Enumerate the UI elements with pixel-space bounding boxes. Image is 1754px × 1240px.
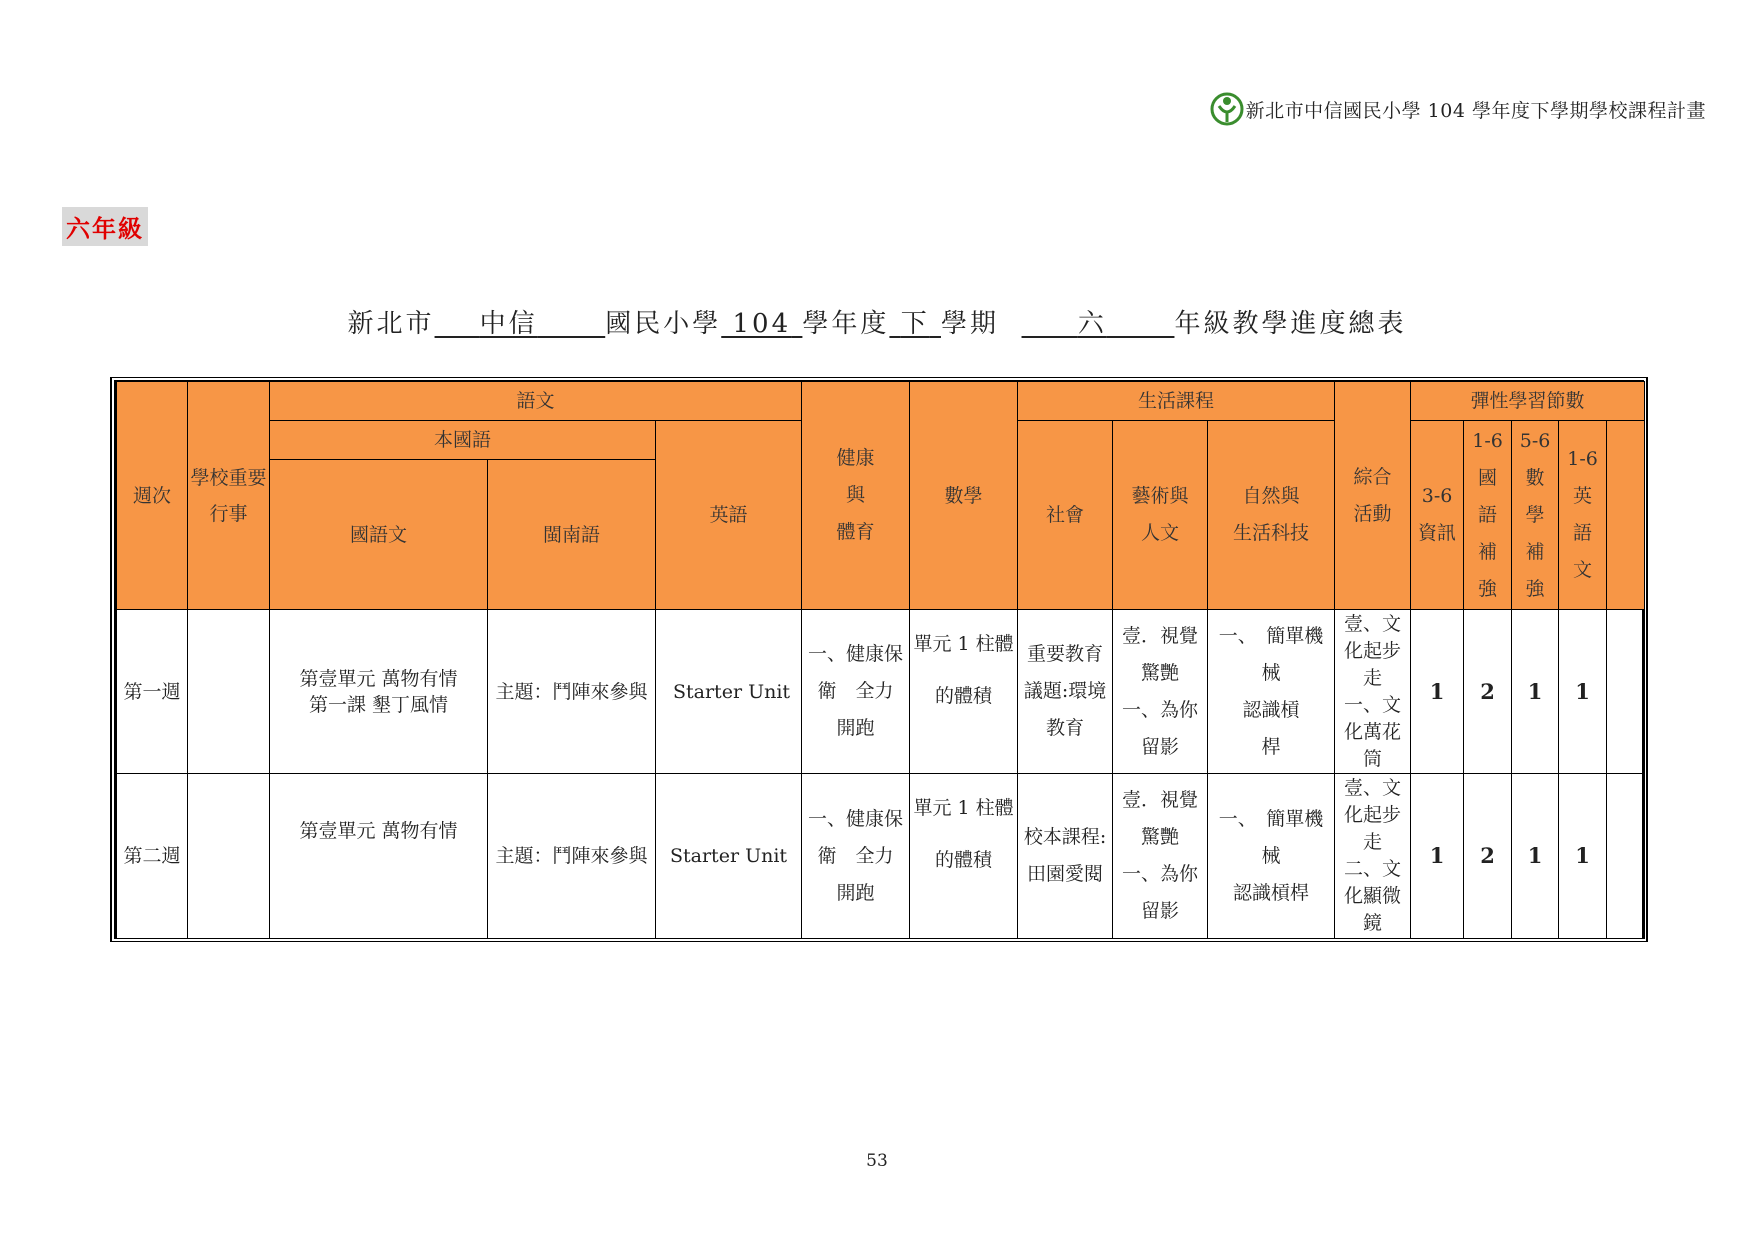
- header-integrated: [1335, 382, 1411, 610]
- row-flex-extra: [1607, 610, 1645, 774]
- header-flex-line: 英: [1573, 485, 1593, 507]
- header-flex-english: [1559, 421, 1607, 610]
- row-integrated: [1335, 774, 1411, 939]
- cell-line: 的體積: [935, 849, 993, 871]
- row-flex-it: 1: [1411, 610, 1464, 774]
- row-flex-mandarin: 2: [1464, 774, 1512, 939]
- cell-line: 單元 1 柱體: [913, 633, 1014, 655]
- cell-line: 械: [1261, 844, 1281, 867]
- title-school: 中信: [479, 309, 538, 339]
- header-arts-line: 藝術與: [1131, 485, 1189, 507]
- title-tail: 年級教學進度總表: [1174, 309, 1407, 339]
- row-science: [1208, 610, 1335, 774]
- row-health: [802, 610, 910, 774]
- cell-line: 壹、文: [1344, 777, 1402, 799]
- page-number: 53: [866, 1151, 888, 1171]
- header-flex-line: 國: [1478, 466, 1498, 489]
- cell-line: 走: [1363, 666, 1383, 689]
- row-math: [910, 774, 1018, 939]
- cell-line: 化起步: [1344, 804, 1402, 826]
- cell-line: 一、健康保: [808, 643, 904, 665]
- row-week: 第二週: [117, 774, 188, 939]
- table-row: [117, 610, 1645, 774]
- school-logo-icon: [1210, 92, 1244, 126]
- header-social: 社會: [1018, 421, 1113, 610]
- cell-line: 第壹單元 萬物有情: [299, 667, 458, 690]
- row-flex-math: 1: [1512, 774, 1559, 939]
- header-week: 週次: [117, 382, 188, 610]
- header-flex-line: 補: [1478, 540, 1498, 563]
- cell-line: 化起步: [1344, 639, 1402, 662]
- header-english: 英語: [656, 421, 802, 610]
- cell-line: 校本課程:: [1023, 826, 1107, 848]
- header-flex-line: 數: [1525, 466, 1545, 489]
- title-year-suffix: 學年度: [802, 309, 890, 339]
- header-text: 新北市中信國民小學 104 學年度下學期學校課程計畫: [1245, 99, 1706, 122]
- title-term-suffix: 學期: [940, 309, 999, 339]
- cell-line: 開跑: [836, 881, 875, 904]
- page-header: [1210, 92, 1706, 126]
- cell-line: 桿: [1261, 735, 1281, 758]
- row-science: [1208, 774, 1335, 939]
- row-arts: [1113, 774, 1208, 939]
- row-minnan: 主題：鬥陣來參與: [488, 610, 656, 774]
- title-term: 下: [900, 309, 930, 339]
- cell-line: 田園愛閱: [1027, 863, 1104, 885]
- document-title: [0, 303, 1754, 340]
- row-social: [1018, 610, 1113, 774]
- header-flex-math: [1512, 421, 1559, 610]
- cell-line: 一、 簡單機: [1218, 807, 1324, 830]
- row-mandarin: [270, 610, 488, 774]
- cell-line: 教育: [1046, 717, 1085, 739]
- header-flex-line: 1-6: [1567, 448, 1598, 470]
- cell-line: 械: [1261, 661, 1281, 684]
- cell-line: 二、文: [1344, 858, 1402, 880]
- header-flex-line: 語: [1478, 503, 1498, 526]
- cell-line: 走: [1363, 831, 1383, 853]
- header-arts-line: 人文: [1141, 522, 1180, 544]
- cell-line: 驚艷: [1141, 826, 1180, 848]
- header-health-line: 健康: [836, 447, 875, 469]
- cell-line: 化萬花: [1344, 720, 1402, 743]
- row-flex-extra: [1607, 774, 1645, 939]
- row-events: [188, 774, 270, 939]
- row-week: 第一週: [117, 610, 188, 774]
- cell-line: 一、為你: [1122, 698, 1199, 721]
- row-flex-english: 1: [1559, 610, 1607, 774]
- header-health-line: 與: [846, 484, 866, 506]
- cell-line: 壹．視覺: [1122, 624, 1199, 647]
- header-math: 數學: [910, 382, 1018, 610]
- header-flex-line: 3-6: [1421, 485, 1453, 507]
- header-flex-line: 學: [1525, 503, 1545, 526]
- cell-line: 衛 全力: [817, 680, 894, 702]
- cell-line: 衛 全力: [817, 844, 894, 867]
- header-flex-line: 文: [1573, 559, 1593, 581]
- cell-line: 單元 1 柱體: [913, 797, 1014, 819]
- cell-line: 筒: [1363, 747, 1383, 770]
- row-social: [1018, 774, 1113, 939]
- cell-line: 一、 簡單機: [1218, 624, 1324, 647]
- header-flex-line: 語: [1573, 522, 1593, 544]
- header-flex-line: 資訊: [1418, 522, 1457, 544]
- cell-line: 留影: [1141, 735, 1180, 758]
- table-row: [117, 774, 1645, 939]
- cell-line: 壹．視覺: [1122, 789, 1199, 811]
- header-mandarin: 國語文: [270, 460, 488, 610]
- cell-line: 留影: [1141, 900, 1180, 922]
- header-health: [802, 382, 910, 610]
- schedule-table: [116, 381, 1645, 939]
- row-arts: [1113, 610, 1208, 774]
- header-native: 本國語: [270, 421, 656, 460]
- header-flex-mandarin: [1464, 421, 1512, 610]
- cell-line: 壹、文: [1344, 612, 1402, 635]
- cell-line: 認識槓桿: [1233, 881, 1310, 904]
- header-flex-line: 強: [1478, 577, 1498, 600]
- row-flex-it: 1: [1411, 774, 1464, 939]
- cell-line: 認識槓: [1242, 698, 1300, 721]
- header-flexible: 彈性學習節數: [1411, 382, 1645, 421]
- header-language: 語文: [270, 382, 802, 421]
- header-flex-extra: [1607, 421, 1645, 610]
- header-integrated-line: 活動: [1353, 502, 1392, 525]
- cell-line: 開跑: [836, 717, 875, 739]
- header-flex-line: 補: [1525, 540, 1545, 563]
- header-minnan: 閩南語: [488, 460, 656, 610]
- cell-line: 第一課 墾丁風情: [308, 693, 449, 716]
- title-city: 新北市: [347, 309, 435, 339]
- cell-line: 一、文: [1344, 693, 1402, 716]
- header-integrated-line: 綜合: [1353, 465, 1392, 488]
- header-science-line: 生活科技: [1233, 522, 1310, 544]
- row-events: [188, 610, 270, 774]
- header-flex-it: [1411, 421, 1464, 610]
- title-year: 104: [732, 309, 792, 339]
- row-math: [910, 610, 1018, 774]
- row-flex-english: 1: [1559, 774, 1607, 939]
- cell-line: 鏡: [1363, 912, 1383, 934]
- row-english: Starter Unit: [656, 610, 802, 774]
- cell-line: 議題:環境: [1023, 680, 1107, 702]
- row-integrated: [1335, 610, 1411, 774]
- cell-line: 一、健康保: [808, 807, 904, 830]
- header-health-line: 體育: [836, 521, 875, 543]
- cell-line: 化顯微: [1344, 885, 1402, 907]
- cell-line: 一、為你: [1122, 863, 1199, 885]
- header-flex-line: 強: [1525, 577, 1545, 600]
- header-science: [1208, 421, 1335, 610]
- title-school-type: 國民小學: [605, 309, 722, 339]
- row-minnan: 主題：鬥陣來參與: [488, 774, 656, 939]
- cell-line: 第壹單元 萬物有情: [299, 820, 458, 842]
- grade-tag: 六年級: [62, 207, 148, 246]
- header-arts: [1113, 421, 1208, 610]
- header-events: 學校重要行事: [188, 382, 270, 610]
- row-flex-math: 1: [1512, 610, 1559, 774]
- header-life: 生活課程: [1018, 382, 1335, 421]
- cell-line: 的體積: [935, 685, 993, 707]
- title-grade: 六: [1077, 309, 1107, 339]
- header-science-line: 自然與: [1242, 485, 1300, 507]
- cell-line: 驚艷: [1141, 661, 1180, 684]
- header-flex-line: 1-6: [1472, 429, 1503, 452]
- row-health: [802, 774, 910, 939]
- row-mandarin: [270, 774, 488, 939]
- header-flex-line: 5-6: [1519, 429, 1551, 452]
- row-english: Starter Unit: [656, 774, 802, 939]
- row-flex-mandarin: 2: [1464, 610, 1512, 774]
- cell-line: 重要教育: [1027, 643, 1104, 665]
